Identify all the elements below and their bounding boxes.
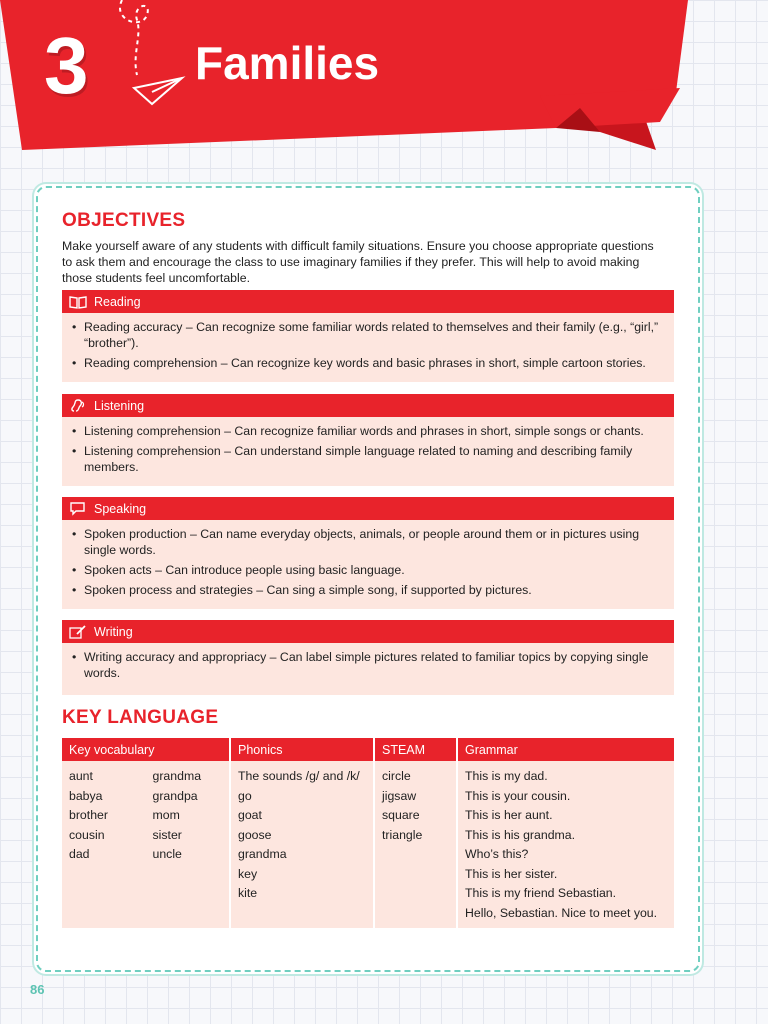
phonics-item: The sounds /g/ and /k/ [238,769,360,783]
vocab-word: cousin [69,827,105,842]
speaking-body [62,520,674,609]
steam-body [375,761,456,928]
book-icon [69,295,87,309]
phonics-item: grandma [238,847,287,861]
vocab-word: grandpa [152,788,198,803]
steam-item: triangle [382,827,423,842]
vocab-word: dad [69,847,90,861]
grammar-item: This is my dad. [465,769,548,783]
phonics-item: key [238,866,258,881]
reading-body [62,313,674,382]
chapter-title: Families [195,37,380,89]
objectives-card [36,186,700,972]
speaking-header [62,497,674,520]
listening-body [62,417,674,486]
vocab-word: babya [69,788,103,803]
phonics-item: go [238,788,252,803]
list-item: • Reading comprehension – Can recognize key words and basic phrases in short, simple cartoon stories. [70,355,662,371]
vocab-word: brother [69,808,108,822]
listening-title: Listening [94,398,145,413]
paper-plane-icon [112,0,202,115]
grammar-item: This is your cousin. [465,788,571,803]
steam-header: STEAM [375,738,456,761]
list-item: • Listening comprehension – Can understand simple language related to naming and describing family members. [70,443,662,475]
list-item: • Spoken production – Can name everyday objects, animals, or people around them or in pictures using single words. [70,526,662,558]
objectives-intro: Make yourself aware of any students with difficult family situations. Ensure you choose appropriate questions to ask them and encourage the class to use imaginary families if they prefer. This will help to avoid making those students feel uncomfortable. [62,239,654,285]
list-item: • Reading accuracy – Can recognize some familiar words related to themselves and their family (e.g., “girl,” “brother”). [70,319,662,351]
page-number: 86 [30,982,45,997]
grammar-item: This is his grandma. [465,827,576,842]
vocabulary-header: Key vocabulary [62,738,229,761]
listening-header [62,394,674,417]
list-item: • Writing accuracy and appropriacy – Can label simple pictures related to familiar topics by copying single words. [70,649,662,681]
steam-item: circle [382,769,411,783]
phonics-body [231,761,373,928]
vocab-word: sister [152,827,182,842]
steam-item: jigsaw [382,788,417,803]
steam-column [375,738,456,928]
grammar-item: This is her aunt. [465,808,553,822]
writing-section [62,620,674,695]
pencil-paper-icon [69,625,87,639]
grammar-item: This is my friend Sebastian. [465,886,617,900]
vocab-word: grandma [152,769,202,783]
writing-title: Writing [94,624,133,639]
grammar-column [458,738,674,928]
vocabulary-column [62,738,229,928]
phonics-column [231,738,373,928]
grammar-header: Grammar [458,738,674,761]
list-item: • Listening comprehension – Can recognize familiar words and phrases in short, simple songs or chants. [70,423,662,439]
ear-icon [69,399,87,413]
chapter-number: 3 [44,21,89,110]
list-item: • Spoken process and strategies – Can sing a simple song, if supported by pictures. [70,582,662,598]
speech-bubble-icon [69,502,87,516]
reading-header [62,290,674,313]
grammar-body [458,761,674,928]
key-language-heading: KEY LANGUAGE [62,707,219,728]
grammar-item: Who’s this? [465,847,529,861]
phonics-item: kite [238,886,258,900]
grammar-item: Hello, Sebastian. Nice to meet you. [465,905,658,920]
writing-body [62,643,674,695]
list-item: • Spoken acts – Can introduce people using basic language. [70,562,662,578]
vocab-word: uncle [152,847,182,861]
phonics-item: goat [238,808,262,822]
vocabulary-body [62,761,229,928]
grammar-item: This is her sister. [465,866,558,881]
key-language-table [62,738,674,928]
listening-section [62,394,674,486]
reading-section [62,290,674,382]
phonics-item: goose [238,827,272,842]
speaking-title: Speaking [94,501,147,516]
objectives-heading: OBJECTIVES [62,210,186,231]
phonics-header: Phonics [231,738,373,761]
reading-title: Reading [94,294,141,309]
speaking-section [62,497,674,609]
writing-header [62,620,674,643]
vocab-word: mom [152,808,180,822]
vocab-word: aunt [69,769,93,783]
steam-item: square [382,808,420,822]
